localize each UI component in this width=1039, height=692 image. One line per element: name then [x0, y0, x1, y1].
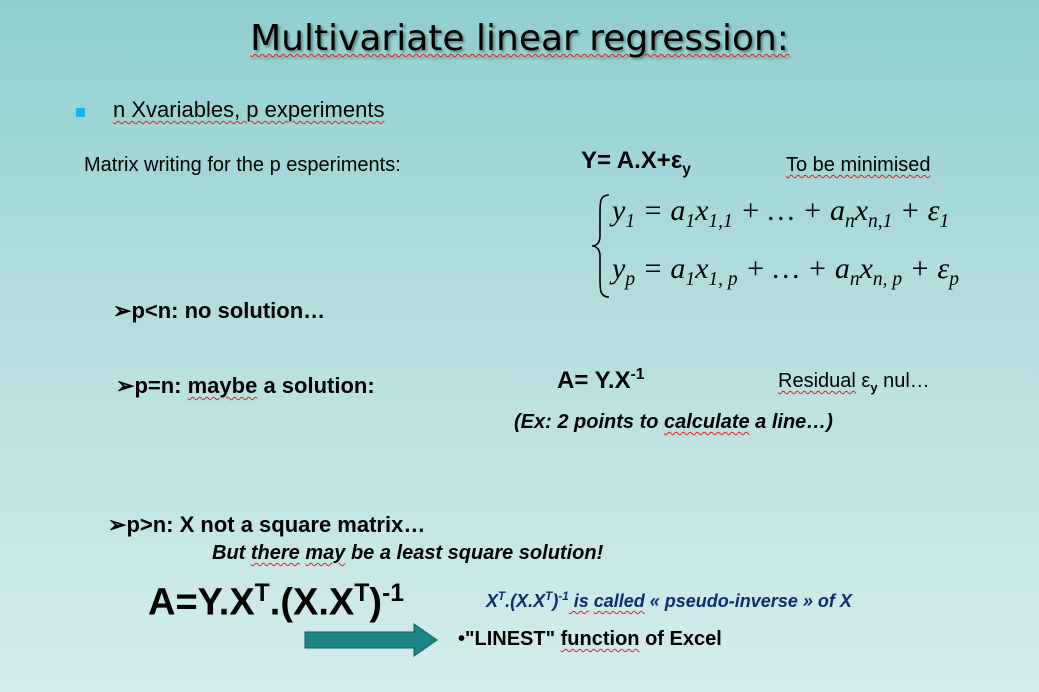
equation-y-sub: y [682, 160, 691, 178]
arrow-bullet-icon: ➢ [116, 373, 135, 398]
system-line-2: $y_p = a_1x_{1, p}$ + … + $a_nx_{n, p} + \varepsilon_p$ [612, 252, 959, 290]
example-text: (Ex: 2 points to calculate a line…) [514, 411, 833, 433]
linest-text: •"LINEST" function of Excel [458, 628, 722, 650]
slide-title: Multivariate linear regression: [250, 18, 789, 59]
arrow-bullet-icon: ➢ [108, 512, 127, 537]
equation-a: $A= Y.X^{-1}$ [557, 366, 645, 394]
equation-y [581, 147, 691, 179]
left-brace-icon [590, 192, 612, 300]
case-p-less-n: ➢p<n: no solution… [113, 298, 326, 323]
arrow-bullet-icon: ➢ [113, 298, 132, 323]
system-line-1: $y_1 = a_1x_{1,1}$ + … + $a_nx_{n,1} + \varepsilon_1$ [612, 194, 950, 232]
residual-text: Residual $\varepsilon_y$ nul… [778, 370, 930, 395]
bullet-square-icon [76, 108, 85, 117]
to-be-minimised: To be minimised [786, 154, 931, 176]
right-arrow-icon [304, 623, 438, 657]
least-square-text: But there may be a least square solution! [212, 542, 604, 564]
pseudo-inverse-note: $X^T.(X.X^T)^{-1}$ is called « pseudo-inverse » of X [486, 590, 852, 611]
bullet-text: n Xvariables, p experiments [113, 97, 385, 122]
case-p-greater-n: ➢p>n: X not a square matrix… [108, 512, 426, 537]
pseudo-inverse-formula: $A=Y.X^T.(X.X^T)^{-1}$ [148, 580, 404, 624]
equation-y-lhs: Y= A.X+ [581, 147, 671, 174]
case-p-equal-n: ➢p=n: maybe a solution: [116, 373, 375, 398]
equation-y-eps: ε [670, 147, 683, 174]
matrix-label: Matrix writing for the p esperiments: [84, 154, 401, 176]
